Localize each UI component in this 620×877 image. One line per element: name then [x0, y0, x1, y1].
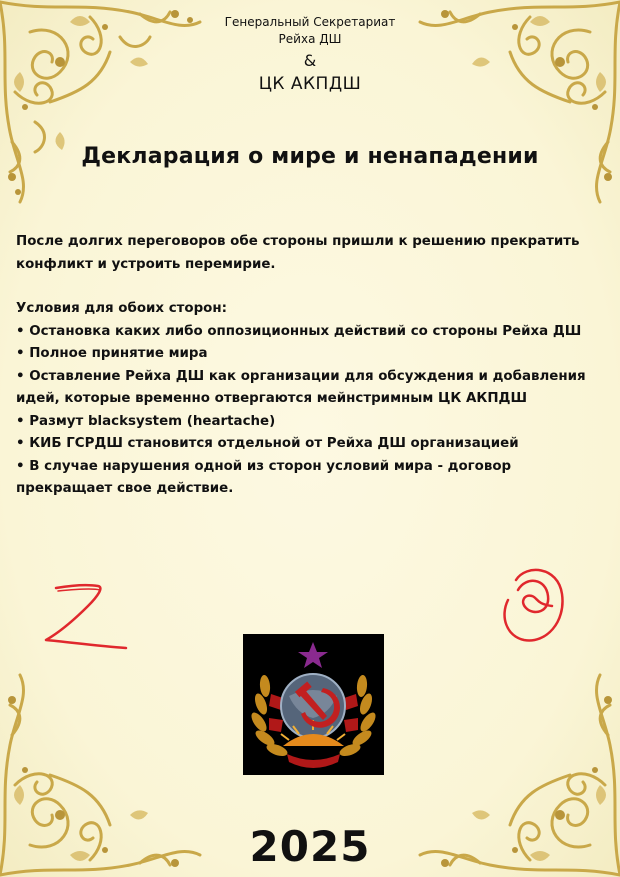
intro-paragraph: После долгих переговоров обе стороны пришли к решению прекратить конфликт и устроить перемирие.	[16, 234, 580, 272]
condition-item: • Размут blacksystem (heartache)	[16, 413, 276, 429]
condition-item: • Полное принятие мира	[16, 346, 208, 361]
declaration-body	[16, 231, 608, 501]
condition-item: • Оставление Рейха ДШ как организации для обсуждения и добавления идей, которые временно отвергаются мейнстримным ЦК АКПДШ	[16, 368, 586, 406]
hammer-and-sickle-emblem-icon	[243, 634, 384, 775]
year-label: 2025	[249, 822, 371, 871]
condition-item: • КИБ ГСРДШ становится отдельной от Рейха ДШ организацией	[16, 436, 519, 451]
signature-right	[496, 560, 576, 652]
conditions-heading: Условия для обоих сторон:	[16, 301, 227, 316]
condition-item: • В случае нарушения одной из сторон условий мира - договор прекращает свое действие.	[16, 458, 512, 496]
paragraph-gap	[16, 276, 608, 298]
header-line-ck: ЦК АКПДШ	[258, 74, 362, 94]
document-header	[0, 14, 620, 96]
condition-item: • Остановка каких либо оппозиционных действий со стороны Рейха ДШ	[16, 323, 582, 339]
page-title: Декларация о мире и ненападении	[81, 144, 539, 169]
header-line-reich: Рейха ДШ	[278, 32, 342, 46]
header-line-secretariat: Генеральный Секретариат	[224, 15, 396, 29]
signature-left	[38, 578, 132, 654]
header-ampersand: &	[303, 51, 317, 70]
